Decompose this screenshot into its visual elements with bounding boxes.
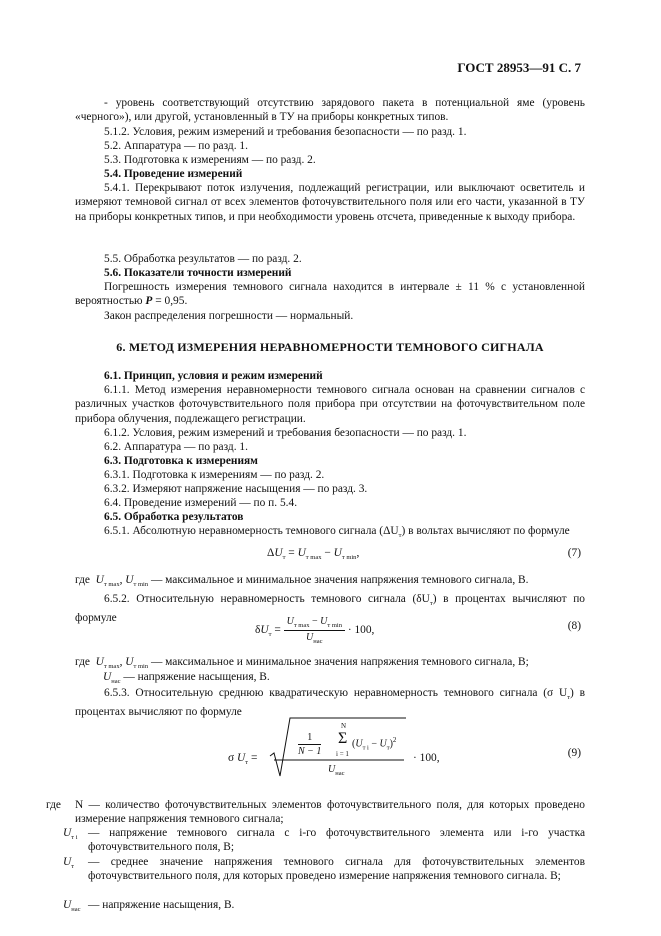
- equation-number: (9): [567, 747, 581, 759]
- formula-8: $\delta U_т$ = $\frac{U_{т max} - U_{т min}}{U_{нас}}$ · 100,: [255, 616, 375, 645]
- definition-symbol: $U_т$: [63, 856, 75, 870]
- paragraph: 5.2. Аппаратура — по разд. 1.: [104, 140, 248, 152]
- definition-symbol: $U_{т i}$: [63, 827, 78, 841]
- formula-explanation: $U_{нас}$ — напряжение насыщения, В.: [103, 671, 270, 685]
- paragraph: 5.5. Обработка результатов — по разд. 2.: [104, 253, 302, 265]
- definition-symbol: $U_{нас}$: [63, 899, 81, 913]
- paragraph: - уровень соответствующий отсутствию зарядового пакета в потенциальной яме (уровень «черного»), или другой, установленный в ТУ на приборы конкретных типов.: [75, 97, 585, 124]
- document-page: ГОСТ 28953—91 С. 7 - уровень соответствующий отсутствию зарядового пакета в потенциальной яме (уровень «черного»), или другой, установленный в ТУ на приборы конкретных типов. 5.1.2. Условия, режим измерений и требования безопасности — по разд. 1. 5.2. Аппаратура — по разд. 1. 5.3. Подготовка к измерениям — по разд. 2. 5.4. Проведение измерений 5.4.1. Перекрывают поток излучения, подлежащий регистрации, или выключают осветитель и измеряют темновой сигнал от всех элементов фоточувствительного поля или его части, указанной в ТУ на приборы конкретных типов, и при необходимости уровень отсчета, приведенные к выходу прибора. 5.5. Обработка результатов — по разд. 2. 5.6. Показатели точности измерений Погрешность измерения темнового сигнала находится в интервале ± 11 % с установленной вероятностью P = 0,95. Закон распределения погрешности — нормальный. 6. МЕТОД ИЗМЕРЕНИЯ НЕРАВНОМЕРНОСТИ ТЕМНОВОГО СИГНАЛА 6.1. Принцип, условия и режим измерений 6.1.1. Метод измерения неравномерности темнового сигнала основан на сравнении сигналов с различных участков фоточувствительного поля прибора при отсутствии на фоточувствительном поле прибора облучения, подлежащего регистрации. 6.1.2. Условия, режим измерений и требования безопасности — по разд. 1. 6.2. Аппаратура — по разд. 1. 6.3. Подготовка к измерениям 6.3.1. Подготовка к измерениям — по разд. 2. 6.3.2. Измеряют напряжение насыщения — по разд. 3. 6.4. Проведение измерений — по п. 5.4. 6.5. Обработка результатов 6.5.1. Абсолютную неравномерность темнового сигнала $(\Delta U_т)$ в вольтах вычисляют по формуле $\Delta U_т = U_{т max} - U_{т min}$, (7) где $U_{т max}$, $U_{т min}$ — максимальное и минимальное значения напряжения темнового сигнала, В. 6.5.2. Относительную неравномерность темнового сигнала $(\delta U_т)$ в процентах вычисляют по формуле $\delta U_т$ = $\frac{U_{т max} - U_{т min}}{U_{нас}}$ · 100, (8) где $U_{т max}$, $U_{т min}$ — максимальное и минимальное значения напряжения темнового сигнала, В; $U_{нас}$ — напряжение насыщения, В. 6.5.3. Относительную среднюю квадратическую неравномерность темнового сигнала (σ $U_т$) в процентах вычисляют по формуле σ $U_т$ = $\frac{1}{N - 1}$ N Σ i = 1 $(U_{т i} - U_т)^2$ $U_{нас}$ · 100, (9) где N — количество фоточувствительных элементов фоточувствительного поля, для которых проведено измерение напряжения темнового сигнала; $U_{т i}$ — напряжение темнового сигнала с i-го фоточувствительного элемента или i-го участка фоточувствительного поля, В; $U_т$ — среднее значение напряжения темнового сигнала для фоточувствительных элементов фоточувствительного поля, для которых проведено измерение напряжения темнового сигнала. В; $U_{нас}$ — напряжение насыщения, В.: [0, 0, 661, 936]
- section-title: 6. МЕТОД ИЗМЕРЕНИЯ НЕРАВНОМЕРНОСТИ ТЕМНОВОГО СИГНАЛА: [116, 340, 544, 354]
- paragraph: 6.5.3. Относительную среднюю квадратическую неравномерность темнового сигнала (σ $U_т$) в процентах вычисляют по формуле: [75, 687, 585, 719]
- subsection-heading: 6.3. Подготовка к измерениям: [104, 455, 258, 467]
- paragraph: 6.3.1. Подготовка к измерениям — по разд. 2.: [104, 469, 325, 481]
- paragraph: 6.3.2. Измеряют напряжение насыщения — по разд. 3.: [104, 483, 368, 495]
- paragraph: Погрешность измерения темнового сигнала находится в интервале ± 11 % с установленной вероятностью P = 0,95.: [75, 281, 585, 308]
- definition-U: — среднее значение напряжения темнового сигнала для фоточувствительных элементов фоточувствительного поля, для которых проведено измерение напряжения темнового сигнала. В;: [88, 856, 585, 883]
- formula-explanation: где $U_{т max}$, $U_{т min}$ — максимальное и минимальное значения напряжения темнового сигнала, В;: [75, 656, 529, 670]
- definition-Unas: — напряжение насыщения, В.: [88, 899, 235, 911]
- paragraph: 5.1.2. Условия, режим измерений и требования безопасности — по разд. 1.: [104, 126, 467, 138]
- paragraph: 6.1.1. Метод измерения неравномерности темнового сигнала основан на сравнении сигналов с различных участков фоточувствительного поля прибора при отсутствии на фоточувствительном поле прибора облучения, подлежащего регистрации.: [75, 384, 585, 425]
- definition-N: N — количество фоточувствительных элементов фоточувствительного поля, для которых проведено измерение напряжения темнового сигнала;: [75, 799, 585, 826]
- definition-Ui: — напряжение темнового сигнала с i-го фоточувствительного элемента или i-го участка фоточувствительного поля, В;: [88, 827, 585, 854]
- formula-7: $\Delta U_т = U_{т max} - U_{т min}$,: [267, 547, 360, 561]
- subsection-heading: 5.4. Проведение измерений: [104, 168, 243, 180]
- paragraph: 6.4. Проведение измерений — по п. 5.4.: [104, 497, 298, 509]
- paragraph: 5.3. Подготовка к измерениям — по разд. 2.: [104, 154, 316, 166]
- where-label: где: [46, 799, 61, 811]
- subsection-heading: 5.6. Показатели точности измерений: [104, 267, 292, 279]
- subsection-heading: 6.1. Принцип, условия и режим измерений: [104, 370, 323, 382]
- paragraph: 6.5.2. Относительную неравномерность темнового сигнала $(\delta U_т)$ в процентах вычисляют по формуле: [75, 593, 585, 625]
- equation-number: (8): [567, 620, 581, 632]
- equation-number: (7): [567, 547, 581, 559]
- page-header: ГОСТ 28953—91 С. 7: [457, 60, 581, 75]
- paragraph: 6.5.1. Абсолютную неравномерность темнового сигнала $(\Delta U_т)$ в вольтах вычисляют по формуле: [104, 525, 570, 539]
- paragraph: 5.4.1. Перекрывают поток излучения, подлежащий регистрации, или выключают осветитель и измеряют темновой сигнал от всех элементов фоточувствительного поля или его части, указанной в ТУ на приборы конкретных типов, и при необходимости уровень отсчета, приведенные к выходу прибора.: [75, 182, 585, 223]
- subsection-heading: 6.5. Обработка результатов: [104, 511, 244, 523]
- paragraph: 6.2. Аппаратура — по разд. 1.: [104, 441, 248, 453]
- paragraph: Закон распределения погрешности — нормальный.: [104, 310, 354, 322]
- paragraph: 6.1.2. Условия, режим измерений и требования безопасности — по разд. 1.: [104, 427, 467, 439]
- formula-explanation: где $U_{т max}$, $U_{т min}$ — максимальное и минимальное значения напряжения темнового сигнала, В.: [75, 574, 529, 588]
